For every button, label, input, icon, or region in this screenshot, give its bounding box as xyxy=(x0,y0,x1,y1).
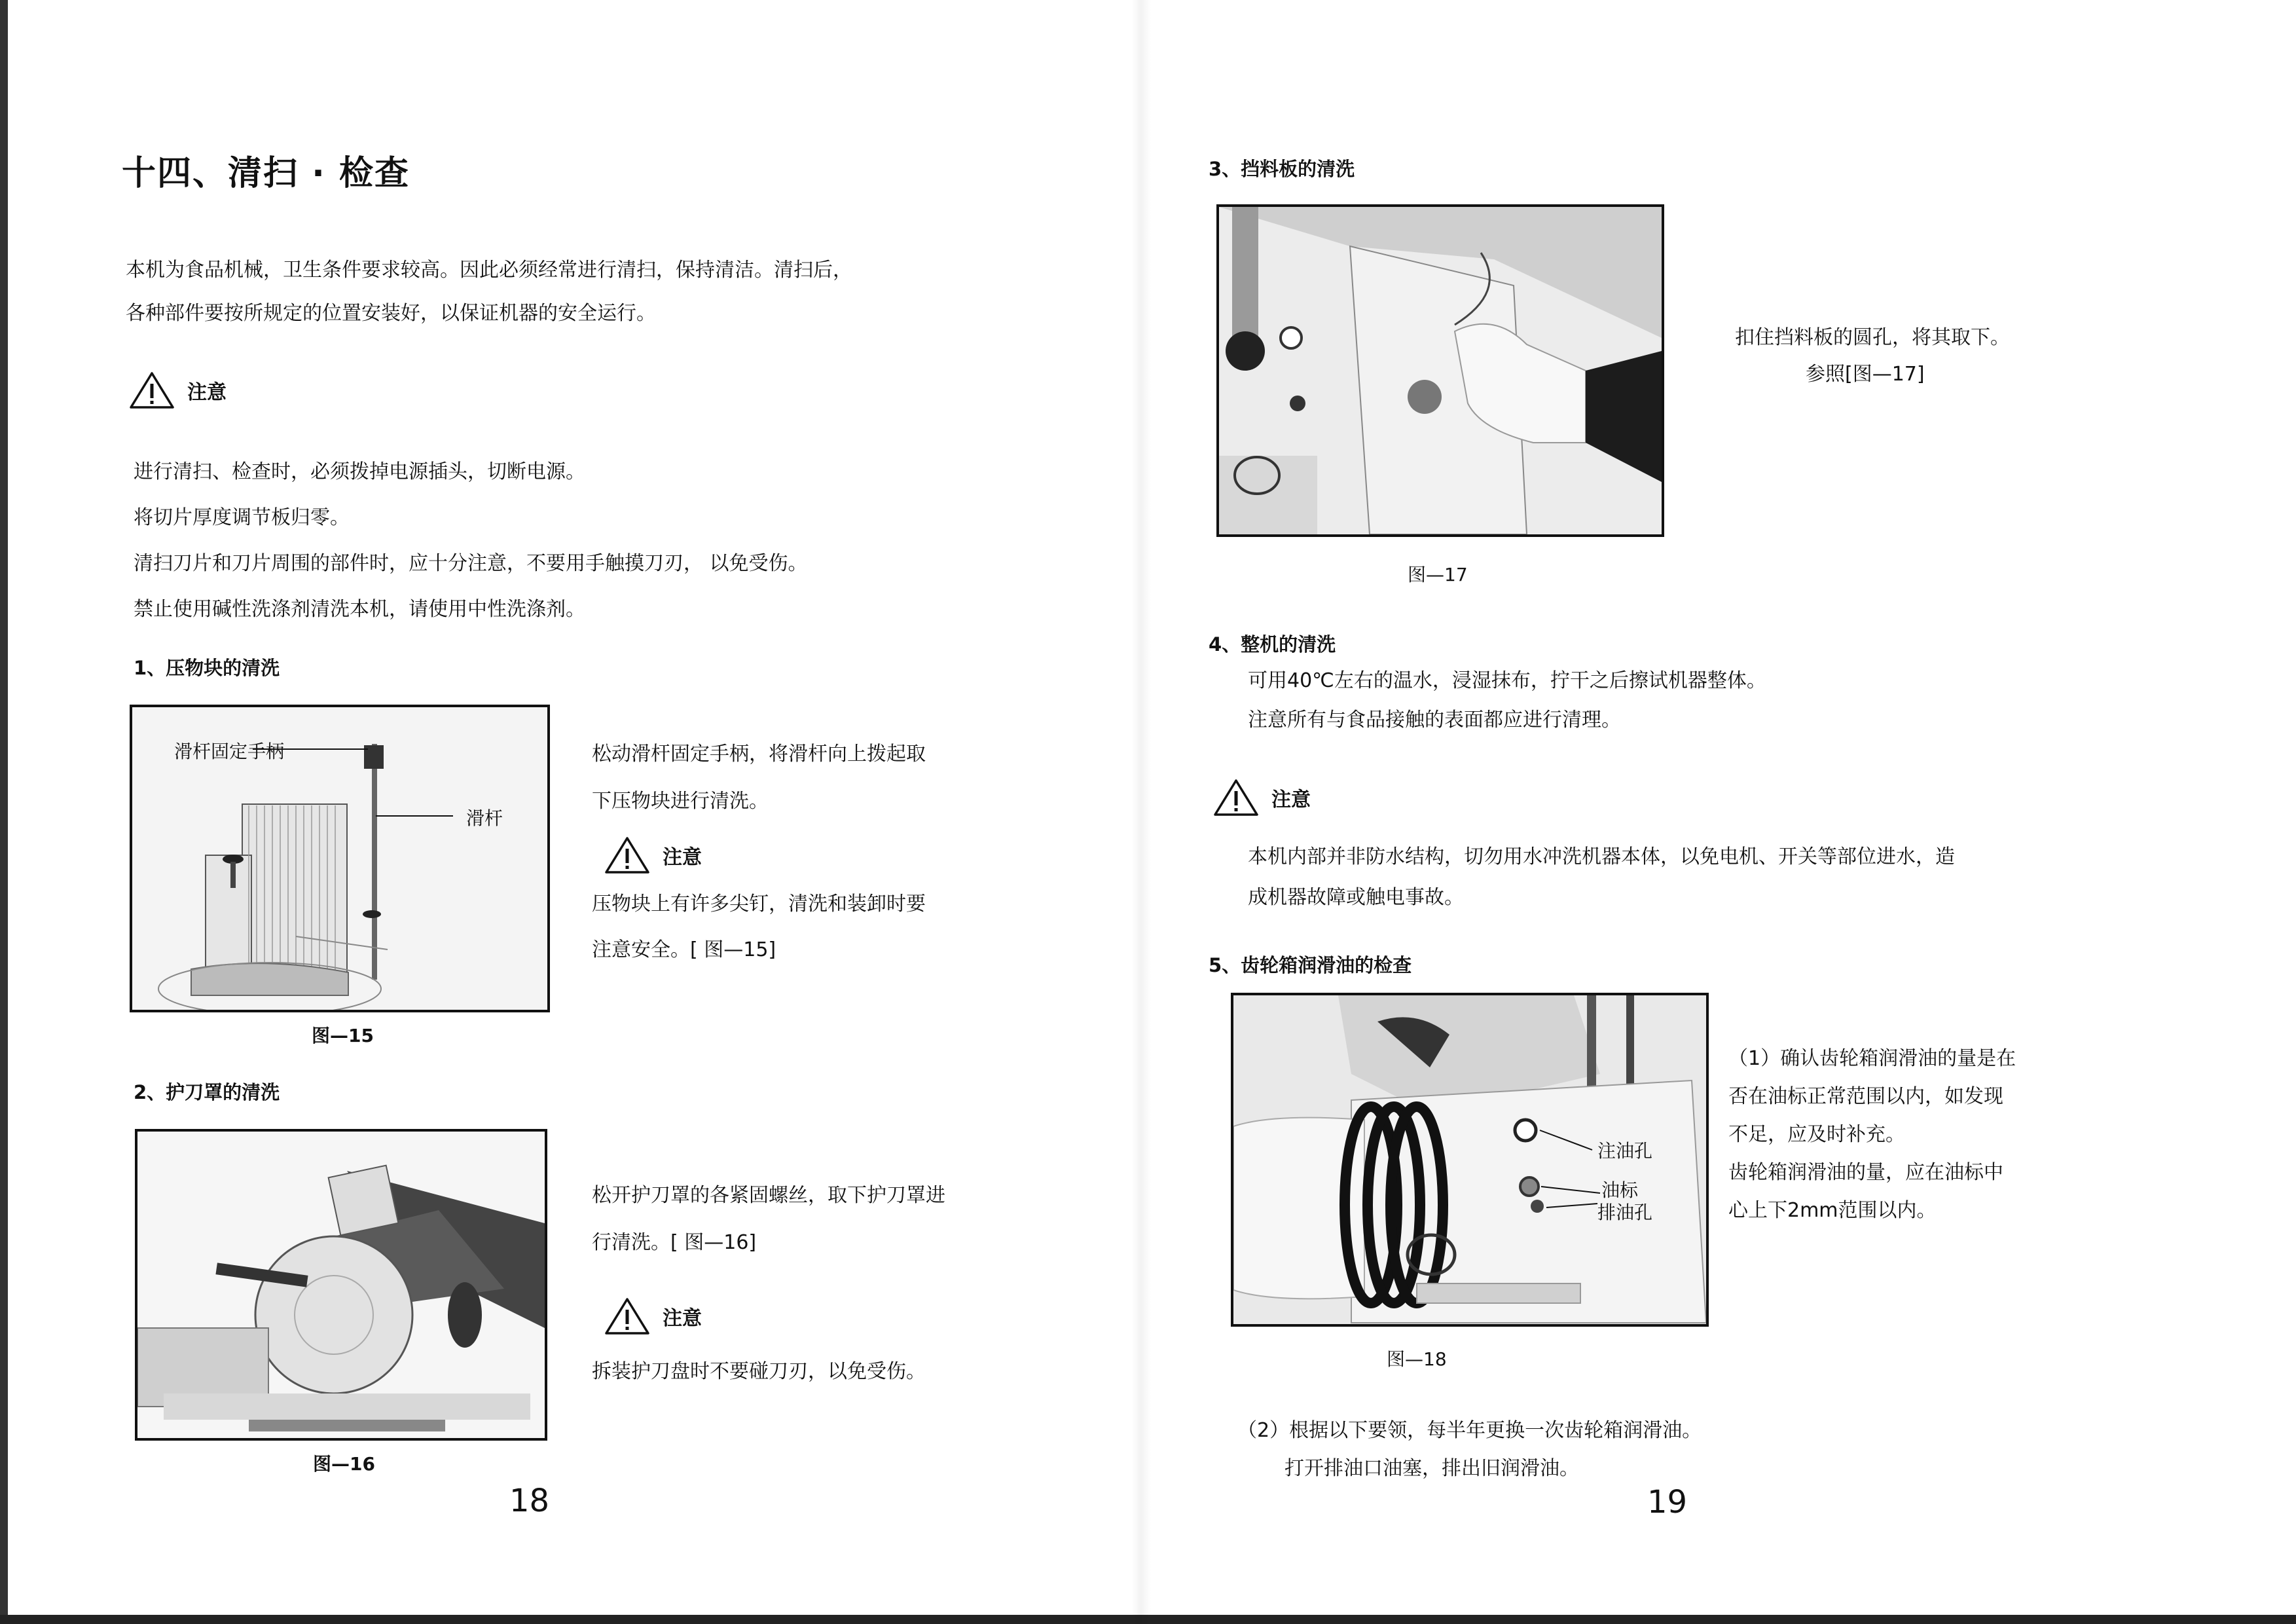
callout-oil-drain-hole: 排油孔 xyxy=(1597,1202,1653,1223)
blade-guard-drawing xyxy=(137,1132,545,1438)
text-line: 参照[图—17] xyxy=(1806,363,1925,386)
text-line: 压物块上有许多尖钉，清洗和装卸时要 xyxy=(592,893,926,915)
text-line: 可用40℃左右的温水，浸湿抹布，拧干之后擦试机器整体。 xyxy=(1248,669,1766,692)
caution-list xyxy=(134,449,808,633)
section-1-note xyxy=(592,881,926,973)
text-line: 扣住挡料板的圆孔，将其取下。 xyxy=(1735,326,2010,349)
text-line: 本机内部并非防水结构，切勿用水冲洗机器本体，以免电机、开关等部位进水，造 xyxy=(1248,845,1955,868)
section-2-note-header xyxy=(604,1297,702,1336)
section-1-heading: 1、压物块的清洗 xyxy=(134,657,280,679)
figure-18-caption: 图—18 xyxy=(1387,1348,1447,1370)
section-3-text xyxy=(1735,320,2010,393)
text-line: 注意所有与食品接触的表面都应进行清理。 xyxy=(1248,709,1621,731)
figure-16-caption: 图—16 xyxy=(313,1453,375,1475)
caution-item: 进行清扫、检查时，必须拨掉电源插头，切断电源。 xyxy=(134,460,585,483)
caution-item: 禁止使用碱性洗涤剂清洗本机，请使用中性洗涤剂。 xyxy=(134,598,585,621)
note-header xyxy=(128,371,227,410)
section-4-note-header xyxy=(1212,778,1311,817)
caution-item: 将切片厚度调节板归零。 xyxy=(134,506,350,529)
callout-oil-fill-hole: 注油孔 xyxy=(1597,1140,1653,1162)
figure-17-photo xyxy=(1216,204,1664,537)
callout-slide-rod: 滑杆 xyxy=(466,807,503,829)
section-4-note xyxy=(1248,837,1955,918)
section-2-text xyxy=(592,1172,945,1266)
section-2-note xyxy=(592,1350,926,1393)
intro-line: 本机为食品机械，卫生条件要求较高。因此必须经常进行清扫，保持清洁。清扫后， xyxy=(126,259,852,282)
guide-plate-drawing xyxy=(1219,207,1662,534)
page-number-right: 19 xyxy=(1647,1484,1688,1521)
text-line: 不足，应及时补充。 xyxy=(1728,1123,1905,1146)
text-line: 齿轮箱润滑油的量，应在油标中 xyxy=(1728,1161,2003,1184)
caution-item: 清扫刀片和刀片周围的部件时，应十分注意，不要用手触摸刀刃， 以免受伤。 xyxy=(134,552,808,575)
note-label: 注意 xyxy=(663,1307,702,1330)
section-title: 十四、清扫 · 检查 xyxy=(122,154,410,193)
text-line: 下压物块进行清洗。 xyxy=(592,790,769,813)
text-line: 松开护刀罩的各紧固螺丝，取下护刀罩进 xyxy=(592,1184,945,1207)
intro-paragraph xyxy=(126,249,852,335)
section-5-text xyxy=(1728,1040,2016,1230)
text-line: 拆装护刀盘时不要碰刀刃，以免受伤。 xyxy=(592,1360,926,1383)
intro-line: 各种部件要按所规定的位置安装好，以保证机器的安全运行。 xyxy=(126,302,656,325)
section-4-heading: 4、整机的清洗 xyxy=(1209,633,1336,655)
page-fold xyxy=(1131,0,1151,1624)
text-line: 打开排油口油塞，排出旧润滑油。 xyxy=(1285,1457,1579,1480)
text-line: 否在油标正常范围以内，如发现 xyxy=(1728,1085,2003,1108)
text-line: 行清洗。[ 图—16] xyxy=(592,1231,757,1254)
callout-slide-rod-handle: 滑杆固定手柄 xyxy=(174,741,285,762)
text-line: 注意安全。[ 图—15] xyxy=(592,938,776,961)
warning-triangle-icon xyxy=(1212,778,1260,817)
section-4-text xyxy=(1248,661,1766,740)
section-3-heading: 3、挡料板的清洗 xyxy=(1209,158,1355,180)
text-line: 松动滑杆固定手柄，将滑杆向上拨起取 xyxy=(592,743,926,766)
text-line: （1）确认齿轮箱润滑油的量是在 xyxy=(1728,1047,2016,1070)
warning-triangle-icon xyxy=(604,836,651,875)
note-label: 注意 xyxy=(1271,788,1311,811)
page-number-left: 18 xyxy=(509,1483,550,1519)
figure-17-caption: 图—17 xyxy=(1408,564,1468,585)
section-5-heading: 5、齿轮箱润滑油的检查 xyxy=(1209,954,1412,976)
warning-triangle-icon xyxy=(128,371,175,410)
note-label: 注意 xyxy=(663,846,702,869)
callout-oil-gauge: 油标 xyxy=(1601,1179,1639,1201)
figure-16-photo xyxy=(135,1129,547,1441)
section-2-heading: 2、护刀罩的清洗 xyxy=(134,1081,280,1103)
text-line: 成机器故障或触电事故。 xyxy=(1248,886,1464,909)
figure-15-caption: 图—15 xyxy=(312,1025,374,1046)
section-1-note-header xyxy=(604,836,702,875)
note-label: 注意 xyxy=(187,381,227,404)
section-1-text xyxy=(592,731,926,825)
text-line: （2）根据以下要领，每半年更换一次齿轮箱润滑油。 xyxy=(1237,1419,1702,1442)
warning-triangle-icon xyxy=(604,1297,651,1336)
section-5-step-2 xyxy=(1237,1412,1702,1488)
scan-edge-left xyxy=(0,0,8,1624)
text-line: 心上下2mm范围以内。 xyxy=(1728,1199,1937,1222)
